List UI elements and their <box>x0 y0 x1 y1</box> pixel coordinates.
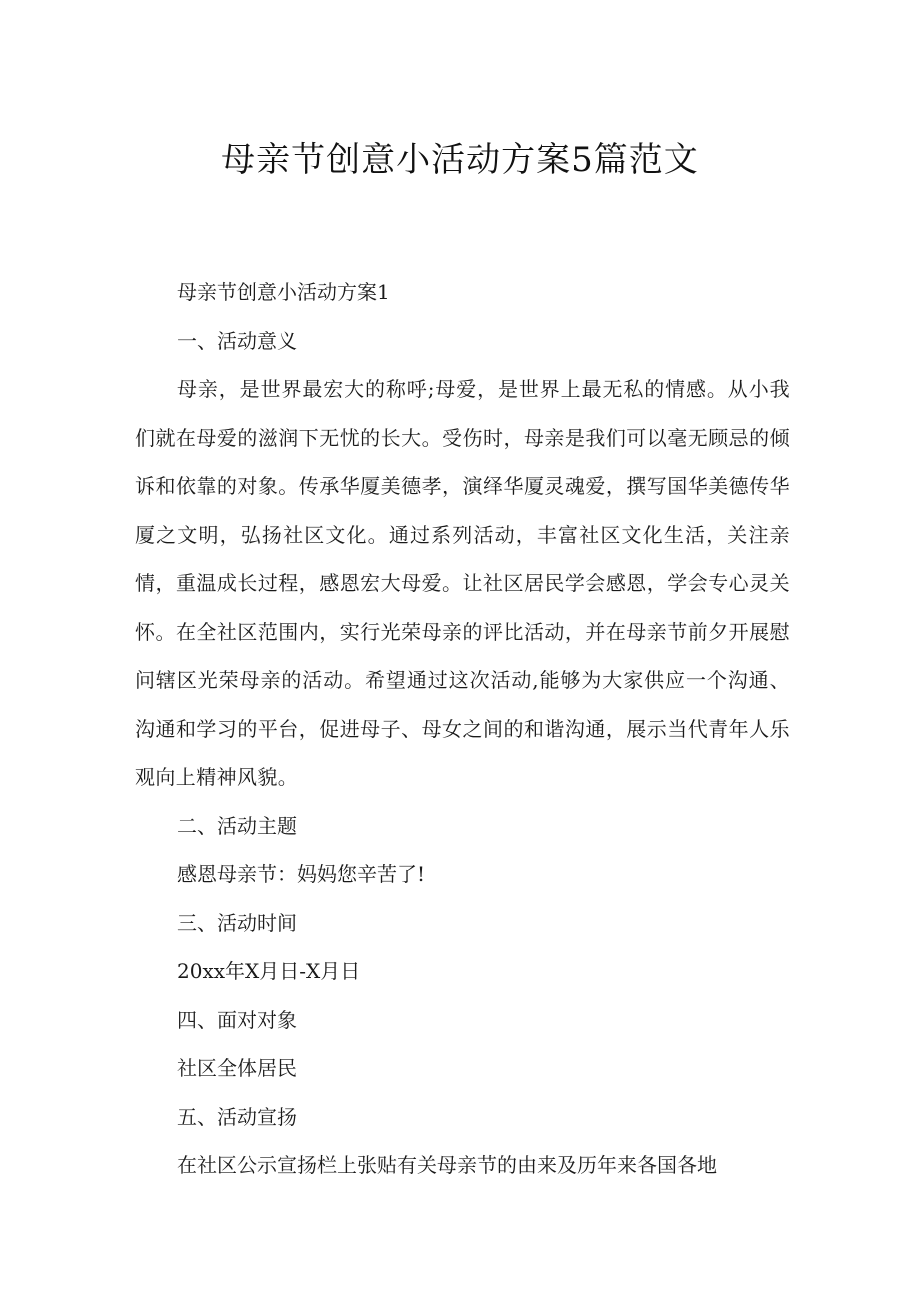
heading-time: 三、活动时间 <box>177 910 297 935</box>
document-title: 母亲节创意小活动方案5篇范文 <box>221 140 699 180</box>
heading-significance: 一、活动意义 <box>177 328 297 353</box>
heading-theme: 二、活动主题 <box>177 813 297 838</box>
heading-publicity: 五、活动宣扬 <box>177 1104 297 1129</box>
text-publicity: 在社区公示宣扬栏上张贴有关母亲节的由来及历年来各国各地 <box>177 1153 717 1177</box>
heading-audience: 四、面对对象 <box>177 1007 297 1032</box>
section-heading: 母亲节创意小活动方案1 <box>177 280 390 304</box>
text-audience: 社区全体居民 <box>177 1056 297 1080</box>
text-theme: 感恩母亲节：妈妈您辛苦了! <box>177 862 426 886</box>
document-body <box>135 268 790 1190</box>
text-time: 20xx年X月日-X月日 <box>177 959 361 983</box>
paragraph-significance: 母亲，是世界最宏大的称呼;母爱，是世界上最无私的情感。从小我们就在母爱的滋润下无忧的长大。受伤时，母亲是我们可以毫无顾忌的倾诉和依靠的对象。传承华厦美德孝，演绎华厦灵魂爱，撰写国华美德传华厦之文明，弘扬社区文化。通过系列活动，丰富社区文化生活，关注亲情，重温成长过程，感恩宏大母爱。让社区居民学会感恩，学会专心灵关怀。在全社区范围内，实行光荣母亲的评比活动，并在母亲节前夕开展慰问辖区光荣母亲的活动。希望通过这次活动,能够为大家供应一个沟通、沟通和学习的平台，促进母子、母女之间的和谐沟通，展示当代青年人乐观向上精神风貌。 <box>135 377 790 789</box>
